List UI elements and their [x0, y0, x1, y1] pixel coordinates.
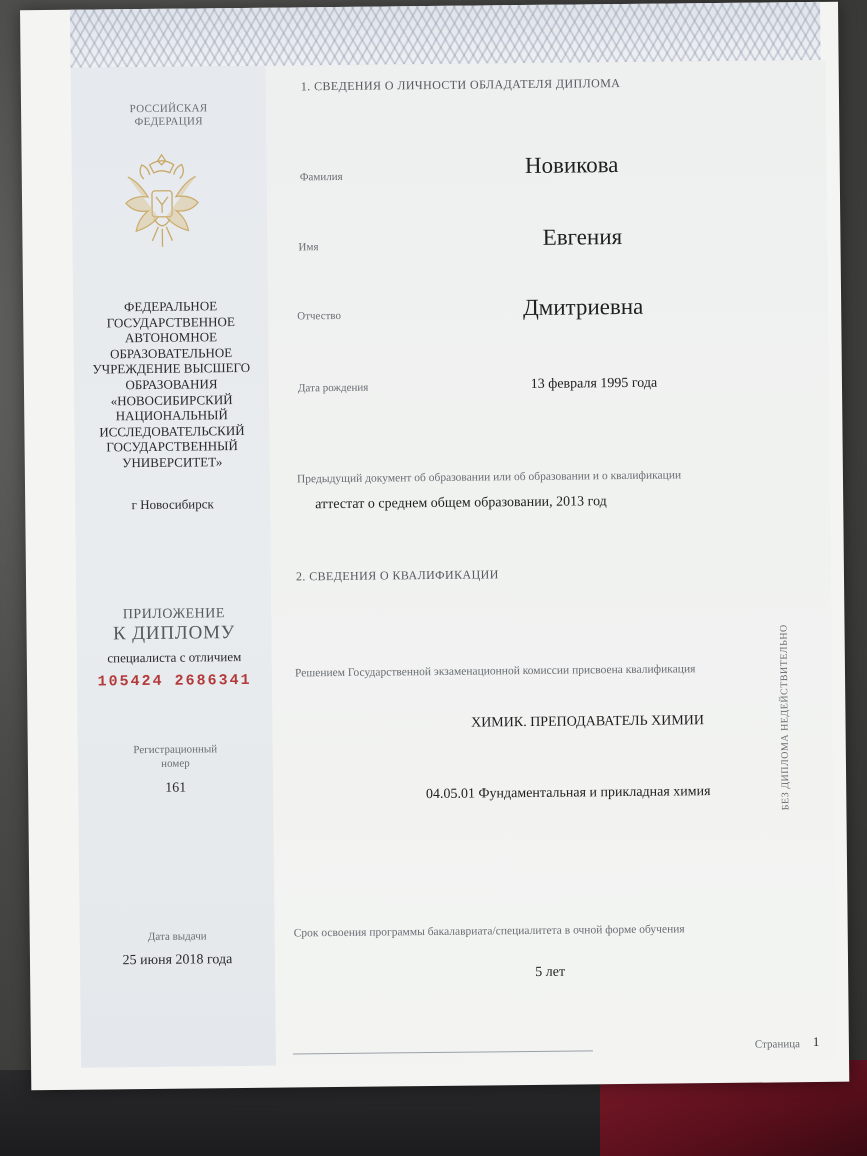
serial-number: 105424 2686341	[97, 671, 252, 691]
institution-line: ГОСУДАРСТВЕННЫЙ	[106, 438, 238, 455]
qualification-decision-label: Решением Государственной экзаменационной комиссии присвоена квалификация	[294, 663, 696, 680]
institution-line: ФЕДЕРАЛЬНОЕ	[124, 298, 218, 315]
guilloche-border	[70, 2, 821, 69]
previous-document-value: аттестат о среднем общем образовании, 2013 год	[315, 494, 607, 513]
institution-line: НАЦИОНАЛЬНЫЙ	[115, 407, 228, 424]
country-line-2: ФЕДЕРАЦИЯ	[134, 115, 203, 129]
institution-city: г Новосибирск	[131, 496, 214, 513]
institution-line: ИССЛЕДОВАТЕЛЬСКИЙ	[99, 422, 245, 440]
coat-of-arms-icon	[113, 146, 210, 257]
right-panel	[266, 60, 836, 1066]
patronymic-label: Отчество	[297, 309, 342, 323]
country-line-1: РОССИЙСКАЯ	[129, 102, 208, 116]
birth-date-label: Дата рождения	[297, 381, 369, 395]
institution-line: УНИВЕРСИТЕТ»	[122, 454, 223, 471]
diploma-appendix-page	[20, 2, 849, 1091]
section-2-title: 2. СВЕДЕНИЯ О КВАЛИФИКАЦИИ	[295, 567, 499, 584]
name-label: Имя	[298, 241, 319, 254]
previous-document-label: Предыдущий документ об образовании или об образовании и о квалификации	[296, 469, 682, 486]
page-number: 1	[812, 1033, 820, 1050]
registration-label	[78, 742, 273, 772]
vertical-validity-note: БЕЗ ДИПЛОМА НЕДЕЙСТВИТЕЛЬНО	[778, 624, 792, 811]
institution-line: «НОВОСИБИРСКИЙ	[110, 391, 233, 408]
issue-date: 25 июня 2018 года	[122, 952, 233, 969]
registration-number: 161	[165, 780, 187, 796]
patronymic-value: Дмитриевна	[522, 293, 644, 321]
institution-line: УЧРЕЖДЕНИЕ ВЫСШЕГО	[92, 360, 251, 377]
qualification-value: ХИМИК. ПРЕПОДАВАТЕЛЬ ХИМИИ	[470, 713, 705, 731]
registration-label-line-2: номер	[161, 757, 190, 770]
appendix-subtitle: специалиста с отличием	[107, 649, 242, 666]
institution-line: АВТОНОМНОЕ	[124, 329, 218, 346]
section-1-title: 1. СВЕДЕНИЯ О ЛИЧНОСТИ ОБЛАДАТЕЛЯ ДИПЛОМА	[300, 76, 621, 94]
institution-line: ГОСУДАРСТВЕННОЕ	[106, 313, 235, 330]
appendix-title-line-2: К ДИПЛОМУ	[112, 622, 236, 645]
specialty-value: 04.05.01 Фундаментальная и прикладная химия	[425, 784, 711, 803]
country-name	[71, 102, 266, 130]
issue-date-label: Дата выдачи	[147, 930, 207, 943]
duration-value: 5 лет	[535, 964, 566, 980]
registration-label-line-1: Регистрационный	[133, 743, 218, 757]
institution-name	[73, 298, 270, 472]
surname-value: Новикова	[524, 152, 619, 179]
duration-label: Срок освоения программы бакалавриата/специалитета в очной форме обучения	[293, 923, 685, 940]
page-label: Страница	[754, 1038, 801, 1051]
name-value: Евгения	[542, 223, 623, 250]
appendix-title-line-1: ПРИЛОЖЕНИЕ	[122, 606, 225, 623]
surname-label: Фамилия	[299, 170, 343, 184]
institution-line: ОБРАЗОВАТЕЛЬНОЕ	[109, 344, 233, 362]
birth-date-value: 13 февраля 1995 года	[530, 375, 658, 392]
institution-line: ОБРАЗОВАНИЯ	[125, 376, 218, 393]
